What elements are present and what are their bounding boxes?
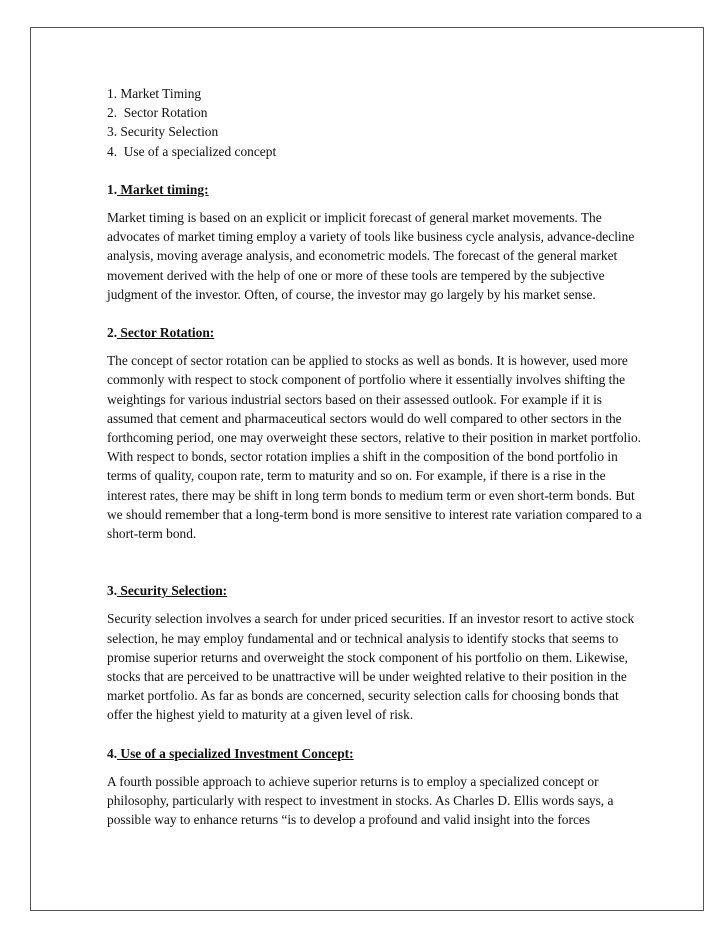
section-sector-rotation	[107, 323, 647, 543]
section-title: Market timing:	[117, 181, 209, 197]
section-heading	[107, 581, 647, 600]
document-body	[107, 84, 647, 830]
section-heading	[107, 323, 647, 342]
strategy-list	[107, 84, 647, 161]
section-paragraph: Market timing is based on an explicit or implicit forecast of general market movements. The advocates of market timing employ a variety of tools like business cycle analysis, advance-decline analysis, moving average analysis, and econometric models. The forecast of the general market movement derived with the help of one or more of these tools are tempered by the subjective judgment of the investor. Often, of course, the investor may go largely by his market sense.	[107, 210, 635, 302]
section-paragraph: The concept of sector rotation can be applied to stocks as well as bonds. It is however, used more commonly with respect to stock component of portfolio where it essentially involves shifting the weightings for various industrial sectors based on their assessed outlook. For example if it is assumed that cement and pharmaceutical sectors would do well compared to other sectors in the forthcoming period, one may overweight these sectors, relative to their position in market portfolio. With respect to bonds, sector rotation implies a shift in the composition of the bond portfolio in terms of quality, coupon rate, term to maturity and so on. For example, if there is a rise in the interest rates, there may be shift in long term bonds to medium term or even short-term bonds. But we should remember that a long-term bond is more sensitive to interest rate variation compared to a short-term bond.	[107, 353, 642, 542]
list-item: 3. Security Selection	[107, 124, 219, 140]
list-item: 4. Use of a specialized concept	[107, 143, 277, 159]
section-heading	[107, 744, 647, 763]
list-item: 1. Market Timing	[107, 86, 202, 101]
section-number: 1.	[107, 181, 118, 197]
section-paragraph: Security selection involves a search for under priced securities. If an investor resort to active stock selection, he may employ fundamental and or technical analysis to identify stocks that seems to promise superior returns and overweight the stock component of his portfolio on them. Likewise, stocks that are perceived to be unattractive will be under weighted relative to their position in the market portfolio. As far as bonds are concerned, security selection calls for choosing bonds that offer the highest yield to maturity at a given level of risk.	[107, 611, 635, 723]
section-number: 3.	[107, 583, 118, 599]
section-market-timing	[107, 180, 647, 304]
section-number: 2.	[107, 325, 118, 341]
section-paragraph: A fourth possible approach to achieve superior returns is to employ a specialized concept or philosophy, particularly with respect to investment in stocks. As Charles D. Ellis words says, a possible way to enhance returns “is to develop a profound and valid insight into the forces	[107, 773, 614, 828]
section-title: Use of a specialized Investment Concept:	[117, 745, 354, 761]
section-heading	[107, 180, 647, 199]
section-number: 4.	[107, 745, 118, 761]
section-specialized-concept	[107, 744, 647, 830]
section-security-selection	[107, 581, 647, 724]
section-title: Sector Rotation:	[117, 325, 215, 341]
section-title: Security Selection:	[117, 583, 228, 599]
list-item: 2. Sector Rotation	[107, 105, 208, 121]
